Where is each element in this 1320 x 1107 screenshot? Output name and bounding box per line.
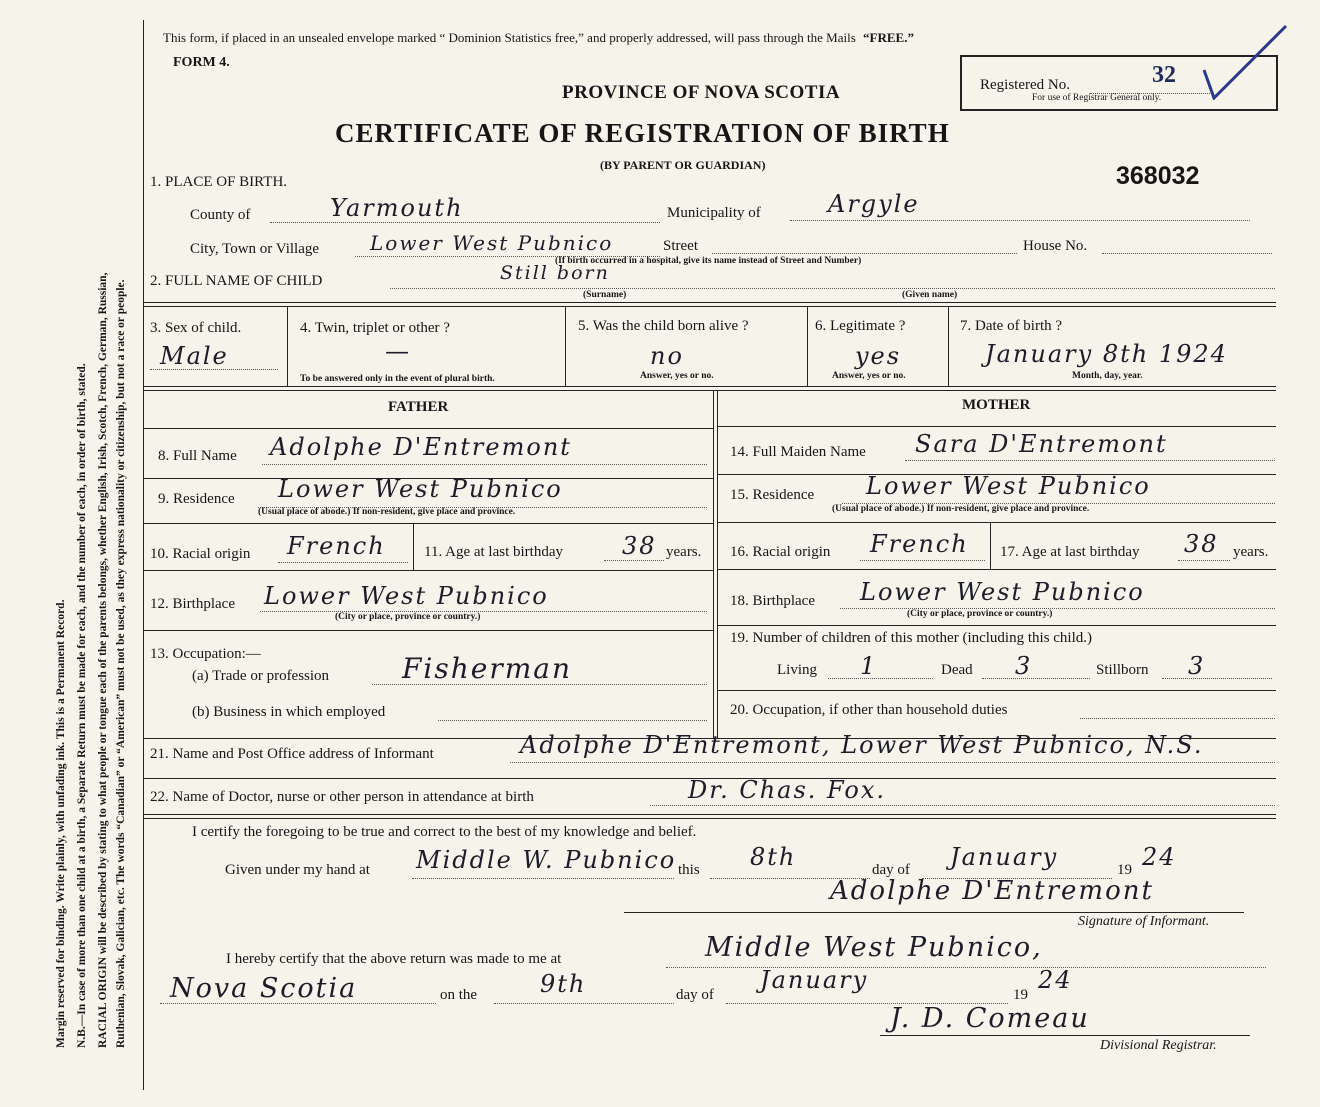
given-year-value: 24 [1142,843,1177,871]
father-residence-label: 9. Residence [158,491,235,507]
mother-race-value: French [870,530,969,558]
doctor-line [650,805,1275,806]
child-name-label: 2. FULL NAME OF CHILD [150,273,323,289]
father-years-label: years. [666,544,702,560]
registrar-province-line [160,1003,436,1004]
county-line [270,222,660,223]
place-of-birth-label: 1. PLACE OF BIRTH. [150,174,288,190]
mother-birthplace-label: 18. Birthplace [730,593,815,609]
surname-caption: (Surname) [583,290,627,300]
rule-mother-18 [717,625,1276,626]
rule-3 [143,386,1276,387]
rule-father-9 [143,523,713,524]
alive-label: 5. Was the child born alive ? [578,318,749,334]
divider-16-17 [990,522,991,569]
center-divider-a [713,390,714,738]
mother-name-line [905,460,1275,461]
doctor-label: 22. Name of Doctor, nurse or other person in attendance at birth [150,789,534,805]
legitimate-value: yes [855,342,902,370]
on-the-label: on the [440,987,478,1003]
legitimate-note: Answer, yes or no. [832,371,906,381]
alive-value: no [650,342,684,370]
certify-statement: I certify the foregoing to be true and correct to the best of my knowledge and belief. [192,824,697,840]
twin-note: To be answered only in the event of plural birth. [300,374,495,384]
alive-note: Answer, yes or no. [640,371,714,381]
rule-8 [143,818,1276,819]
informant-signature-line [624,912,1244,913]
province-heading: PROVINCE OF NOVA SCOTIA [562,82,841,103]
mother-residence-note: (Usual place of abode.) If non-resident, give place and province. [832,504,1090,514]
father-race-value: French [287,532,386,560]
rule-mother-16 [717,569,1276,570]
father-residence-note: (Usual place of abode.) If non-resident, give place and province. [258,507,516,517]
rule-father-12 [143,630,713,631]
registered-number: 32 [1152,62,1176,88]
father-birthplace-value: Lower West Pubnico [264,582,549,610]
father-race-line [278,562,408,563]
father-age-line [604,560,664,561]
rule-father-10 [143,570,713,571]
registered-label: Registered No. [980,77,1070,93]
dead-line [982,678,1090,679]
father-birthplace-line [260,611,707,612]
county-label: County of [190,207,251,223]
mother-name-label: 14. Full Maiden Name [730,444,866,460]
this-label: this [678,862,700,878]
divider-3-4 [287,306,288,386]
registrar-place-value: Middle West Pubnico, [705,932,1043,963]
living-line [828,678,933,679]
registrar-place-line [666,967,1266,968]
municipality-line [790,220,1250,221]
rule-mother-19 [717,690,1276,691]
informant-line [510,762,1275,763]
registrar-signature: J. D. Comeau [890,1003,1090,1034]
dob-note: Month, day, year. [1072,371,1143,381]
given-place-line [412,878,674,879]
stillborn-label: Stillborn [1096,662,1149,678]
street-label: Street [663,238,698,254]
mother-birthplace-value: Lower West Pubnico [860,578,1145,606]
registrar-note: For use of Registrar General only. [1032,93,1162,103]
father-heading: FATHER [388,399,449,415]
registrar-day-of-label: day of [676,987,714,1003]
margin-note-racial-origin: RACIAL ORIGIN will be described by stating to what people or tongue each of the parents belongs, whether English, Irish, Scotch, French, German, Russian, [97,272,109,1048]
father-birthplace-note: (City or place, province or country.) [335,612,481,622]
stillborn-value: 3 [1188,652,1206,680]
mother-age-value: 38 [1184,530,1219,558]
sex-value: Male [160,342,229,370]
dead-label: Dead [941,662,973,678]
mother-birthplace-note: (City or place, province or country.) [907,609,1053,619]
divider-10-11 [413,523,414,570]
pen-check-mark [1200,20,1290,100]
postal-note-text: This form, if placed in an unsealed envelope marked “ Dominion Statistics free,” and properly addressed, will pass through the Mails [163,30,856,45]
rule-7 [143,814,1276,815]
informant-label: 21. Name and Post Office address of Informant [150,746,434,762]
mother-occupation-line [1080,718,1275,719]
rule-mother-top [717,426,1276,427]
certificate-subtitle: (BY PARENT OR GUARDIAN) [600,158,766,172]
father-trade-label: (a) Trade or profession [192,668,330,684]
dead-value: 3 [1015,652,1033,680]
father-birthplace-label: 12. Birthplace [150,596,235,612]
child-name-value: Still born [500,262,610,284]
given-year-prefix: 19 [1117,862,1132,878]
mother-race-line [860,560,985,561]
given-day-value: 8th [750,843,797,871]
given-place-value: Middle W. Pubnico [416,846,677,874]
mother-residence-label: 15. Residence [730,487,815,503]
sex-line [150,369,278,370]
given-name-caption: (Given name) [902,290,958,300]
mother-occupation-label: 20. Occupation, if other than household duties [730,702,1008,718]
divider-4-5 [565,306,566,386]
father-name-line [262,464,707,465]
dob-value: January 8th 1924 [985,340,1228,368]
registrar-year-prefix: 19 [1013,987,1028,1003]
city-label: City, Town or Village [190,241,320,257]
registrar-statement: I hereby certify that the above return was made to me at [226,951,562,967]
father-race-label: 10. Racial origin [150,546,251,562]
twin-label: 4. Twin, triplet or other ? [300,320,450,336]
rule-2 [143,306,1276,307]
registrar-month-value: January [760,966,869,994]
county-value: Yarmouth [330,194,464,222]
street-line [712,253,1017,254]
given-under-label: Given under my hand at [225,862,370,878]
father-business-label: (b) Business in which employed [192,704,386,720]
doctor-value: Dr. Chas. Fox. [688,776,886,804]
stillborn-line [1162,678,1272,679]
serial-number: 368032 [1116,162,1200,190]
mother-residence-value: Lower West Pubnico [866,472,1151,500]
rule-4 [143,390,1276,391]
divider-6-7 [948,306,949,386]
margin-note-binding: Margin reserved for binding. Write plainly, with unfading ink. This is a Permanent Record. [55,599,67,1048]
city-value: Lower West Pubnico [370,231,614,255]
living-value: 1 [860,652,878,680]
dob-label: 7. Date of birth ? [960,318,1063,334]
mother-age-line [1178,560,1230,561]
father-age-value: 38 [622,532,657,560]
father-name-value: Adolphe D'Entremont [270,433,572,461]
registrar-year-value: 24 [1038,966,1073,994]
rule-1 [143,302,1276,303]
informant-signature: Adolphe D'Entremont [830,876,1154,906]
center-divider-b [717,390,718,738]
mother-birthplace-line [840,608,1275,609]
informant-value: Adolphe D'Entremont, Lower West Pubnico, N.S. [520,731,1204,759]
mother-race-label: 16. Racial origin [730,544,831,560]
twin-value: — [385,337,411,365]
form-number: FORM 4. [173,55,230,70]
father-trade-value: Fisherman [402,652,573,685]
certificate-title: CERTIFICATE OF REGISTRATION OF BIRTH [335,118,950,148]
legitimate-label: 6. Legitimate ? [815,318,906,334]
mother-years-label: years. [1233,544,1269,560]
mother-age-label: 17. Age at last birthday [1000,544,1140,560]
father-age-label: 11. Age at last birthday [424,544,563,560]
given-month-value: January [950,843,1059,871]
margin-note-nationality: Ruthenian, Slovak, Galician, etc. The words “Canadian” or “American” must not be used, as they express nationality or citizenship, but not a race or people. [115,279,127,1048]
informant-signature-caption: Signature of Informant. [1078,914,1210,929]
postal-note [163,30,914,46]
municipality-label: Municipality of [667,205,761,221]
postal-free: “FREE.” [863,30,914,45]
binding-margin-rule [143,20,144,1090]
registrar-province-value: Nova Scotia [170,973,358,1004]
father-name-label: 8. Full Name [158,448,237,464]
child-name-line [390,288,1275,289]
registrar-day-value: 9th [540,970,587,998]
given-day-of-label: day of [872,862,910,878]
divider-5-6 [807,306,808,386]
rule-father-top [143,428,713,429]
hospital-note: (If birth occurred in a hospital, give its name instead of Street and Number) [555,256,862,266]
mother-heading: MOTHER [962,397,1031,413]
father-business-line [438,720,707,721]
registrar-signature-line [880,1035,1250,1036]
mother-name-value: Sara D'Entremont [915,430,1168,458]
house-number-label: House No. [1023,238,1088,254]
father-residence-value: Lower West Pubnico [278,475,563,503]
rule-mother-15 [717,522,1276,523]
registrar-day-line [494,1003,674,1004]
margin-note-multiple-births: N.B.—In case of more than one child at a birth, a Separate Return must be made for each, and the number of each, in order of birth, stated. [76,363,88,1048]
living-label: Living [777,662,817,678]
registrar-caption: Divisional Registrar. [1100,1038,1217,1053]
mother-children-label: 19. Number of children of this mother (including this child.) [730,630,1093,646]
house-number-line [1102,253,1272,254]
father-occupation-label: 13. Occupation:— [150,646,261,662]
sex-label: 3. Sex of child. [150,320,242,336]
municipality-value: Argyle [828,190,920,218]
